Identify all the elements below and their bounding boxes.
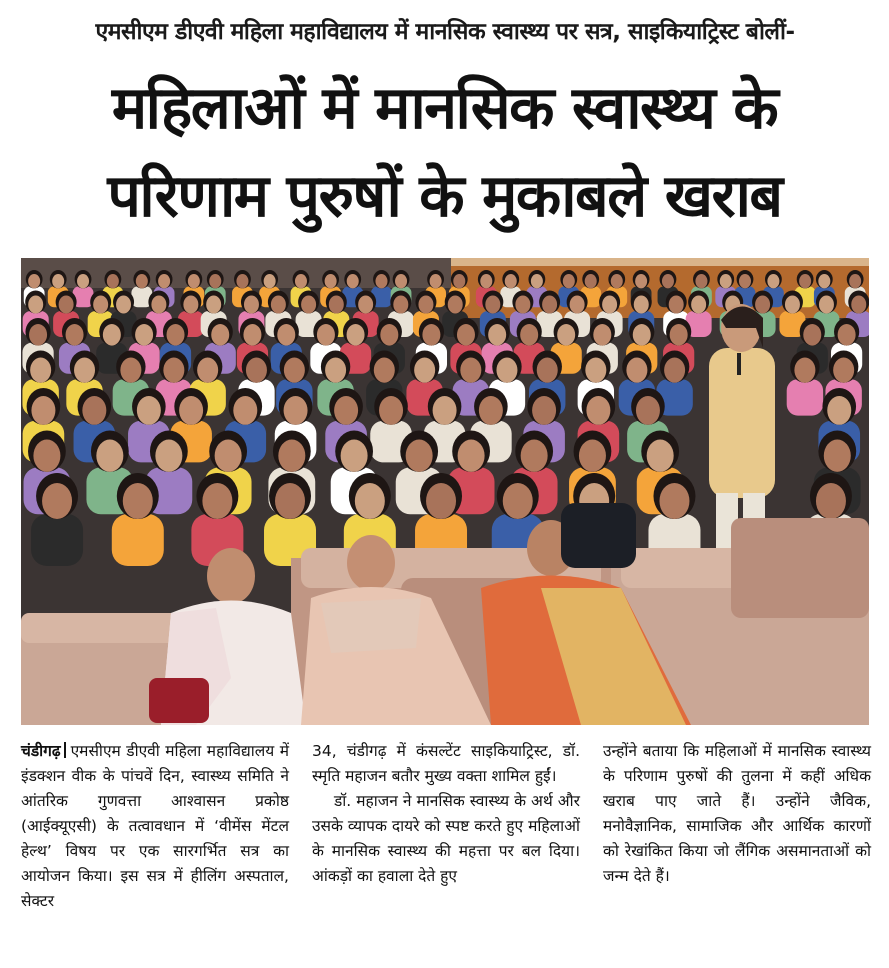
audience-member-face <box>243 324 261 346</box>
audience-member-face <box>188 274 200 288</box>
audience-member-face <box>662 274 674 288</box>
audience-member-face <box>695 274 707 288</box>
audience-member-face <box>355 483 385 519</box>
audience-member-face <box>347 324 365 346</box>
audience-member-face <box>179 396 203 425</box>
audience-member-face <box>52 274 64 288</box>
audience-member-face <box>120 358 141 383</box>
audience-member-face <box>626 358 647 383</box>
audience-member-face <box>137 396 161 425</box>
audience-member-face <box>167 324 185 346</box>
audience-member-face <box>334 396 358 425</box>
article-column-3 <box>603 739 871 961</box>
audience-member-face <box>542 296 557 314</box>
audience-member-face <box>277 324 295 346</box>
audience-member-face <box>209 274 221 288</box>
audience-member-face <box>453 274 465 288</box>
audience-member-face <box>585 274 597 288</box>
audience-member-face <box>458 440 485 472</box>
audience-member-face <box>433 396 457 425</box>
audience-member-face <box>557 324 575 346</box>
audience-member-face <box>325 358 346 383</box>
column-2-paragraph-1: 34, चंडीगढ़ में कंसल्टेंट साइकियाट्रिस्ट, डॉ. स्मृति महाजन बतौर मुख्य वक्ता शामिल हुईं। <box>312 742 580 785</box>
audience-member-face <box>634 296 649 314</box>
audience-member-face <box>505 274 517 288</box>
audience-member-face <box>418 296 433 314</box>
audience-member-face <box>66 324 84 346</box>
audience-member-face <box>183 296 198 314</box>
audience-member-face <box>211 324 229 346</box>
audience-member-face <box>329 296 344 314</box>
article-column-1 <box>21 739 289 961</box>
audience-member-face <box>93 296 108 314</box>
audience-member-face <box>480 274 492 288</box>
audience-member-face <box>82 396 106 425</box>
audience-member-face <box>406 440 433 472</box>
article-body <box>21 739 871 961</box>
news-photo <box>21 258 869 725</box>
audience-member-face <box>479 396 503 425</box>
audience-member-face <box>325 274 337 288</box>
audience-member-face <box>28 296 43 314</box>
column-3-text: उन्होंने बताया कि महिलाओं में मानसिक स्वास्थ्य के परिणाम पुरुषों की तुलना में कहीं अधिक खराब पाए जाते हैं। उन्होंने जैविक, मनोवैज्ञानिक, सामाजिक और आर्थिक कारणों को रेखांकित किया जो लैंगिक असमानताओं को जन्म देते हैं। <box>603 742 871 885</box>
audience-member-face <box>794 358 815 383</box>
audience-member-face <box>29 324 47 346</box>
audience-member-face <box>579 440 606 472</box>
audience-member-body <box>31 514 83 566</box>
audience-member-face <box>816 483 846 519</box>
audience-member-face <box>664 358 685 383</box>
audience-member-face <box>341 440 368 472</box>
audience-member-face <box>375 274 387 288</box>
audience-member-face <box>515 296 530 314</box>
article-column-2 <box>312 739 580 961</box>
audience-member-face <box>520 324 538 346</box>
audience-member-face <box>485 296 500 314</box>
audience-member-face <box>151 296 166 314</box>
audience-member-face <box>669 296 684 314</box>
audience-member-face <box>202 483 232 519</box>
audience-member-face <box>833 358 854 383</box>
audience-member-face <box>31 396 55 425</box>
audience-member-face <box>503 483 533 519</box>
audience-member-face <box>691 296 706 314</box>
audience-member-face <box>426 483 456 519</box>
audience-member-face <box>785 296 800 314</box>
audience-member-face <box>77 274 89 288</box>
audience-member-face <box>448 296 463 314</box>
audience-member-face <box>767 274 779 288</box>
audience-photo-illustration <box>21 258 869 725</box>
audience-member-face <box>215 440 242 472</box>
audience-member-face <box>264 274 276 288</box>
column-1-text: एमसीएम डीएवी महिला महाविद्यालय में इंडक्शन वीक के पांचवें दिन, स्वास्थ्य समिति ने आंतरिक गुणवत्ता आश्वासन प्रकोष्ठ (आईक्यूएसी) के तत्वावधान में ‘वीमेंस मेंटल हेल्थ’ विषय पर एक सारगर्भित सत्र का आयोजन किया। इस सत्र में हीलिंग अस्पताल, सेक्टर <box>21 742 289 910</box>
audience-member-face <box>393 296 408 314</box>
headline-line-2: परिणाम पुरुषों के मुकाबले खराब <box>107 161 782 230</box>
audience-member-face <box>236 274 248 288</box>
audience-member-face <box>379 396 403 425</box>
audience-member-face <box>563 274 575 288</box>
audience-member-face <box>197 358 218 383</box>
audience-member-face <box>271 296 286 314</box>
audience-member-face <box>136 274 148 288</box>
audience-member-body <box>112 514 164 566</box>
audience-member-face <box>206 296 221 314</box>
dateline: चंडीगढ़ <box>21 742 61 760</box>
audience-member-face <box>457 324 475 346</box>
audience-member-face <box>488 324 506 346</box>
audience-member-face <box>30 358 51 383</box>
audience-member-face <box>531 274 543 288</box>
audience-member-face <box>233 396 257 425</box>
audience-member-face <box>851 296 866 314</box>
audience-member-face <box>246 358 267 383</box>
audience-member-face <box>155 440 182 472</box>
audience-member-face <box>827 396 851 425</box>
audience-member-face <box>28 274 40 288</box>
audience-member-face <box>275 483 305 519</box>
audience-member-face <box>532 396 556 425</box>
audience-member-face <box>374 358 395 383</box>
audience-member-face <box>278 440 305 472</box>
audience-member-face <box>585 358 606 383</box>
audience-member-face <box>824 440 851 472</box>
audience-member-face <box>42 483 72 519</box>
dateline-separator <box>64 742 66 758</box>
audience-member-face <box>96 440 123 472</box>
audience-member-face <box>739 274 751 288</box>
audience-member-face <box>803 324 821 346</box>
audience-member-face <box>799 274 811 288</box>
audience-member-face <box>284 358 305 383</box>
audience-member-face <box>636 396 660 425</box>
kicker-subheadline: एमसीएम डीएवी महिला महाविद्यालय में मानसिक स्वास्थ्य पर सत्र, साइकियाट्रिस्ट बोलीं- <box>95 19 795 45</box>
audience-member-face <box>849 274 861 288</box>
audience-member-face <box>158 274 170 288</box>
audience-member-body <box>787 379 823 415</box>
headline-line-1: महिलाओं में मानसिक स्वास्थ्य के <box>111 73 778 142</box>
audience-member-face <box>818 274 830 288</box>
audience-member-face <box>611 274 623 288</box>
audience-member-face <box>460 358 481 383</box>
audience-member-face <box>123 483 153 519</box>
audience-member-face <box>635 274 647 288</box>
audience-member-face <box>244 296 259 314</box>
audience-member-face <box>586 396 610 425</box>
audience-member-face <box>103 324 121 346</box>
audience-member-face <box>521 440 548 472</box>
audience-member-face <box>647 440 674 472</box>
column-2-paragraph-2: डॉ. महाजन ने मानसिक स्वास्थ्य के अर्थ और उसके व्यापक दायरे को स्पष्ट करते हुए महिलाओं के मानसिक स्वास्थ्य की महत्ता पर बल दिया। आंकड़ों का हवाला देते हुए <box>312 792 580 885</box>
audience-member-face <box>395 274 407 288</box>
audience-member-face <box>496 358 517 383</box>
audience-member-face <box>537 358 558 383</box>
audience-member-face <box>301 296 316 314</box>
audience-member-face <box>570 296 585 314</box>
black-backpack <box>561 503 636 568</box>
audience-member-face <box>670 324 688 346</box>
audience-member-face <box>347 274 359 288</box>
audience-member-face <box>602 296 617 314</box>
audience-member-face <box>593 324 611 346</box>
audience-member-face <box>414 358 435 383</box>
audience-member-face <box>838 324 856 346</box>
audience-member-face <box>59 296 74 314</box>
audience-member-face <box>380 324 398 346</box>
audience-member-face <box>284 396 308 425</box>
audience-member-face <box>33 440 60 472</box>
audience-member-face <box>430 274 442 288</box>
audience-member-face <box>107 274 119 288</box>
audience-member-face <box>720 274 732 288</box>
audience-member-face <box>295 274 307 288</box>
audience-member-face <box>317 324 335 346</box>
audience-member-face <box>422 324 440 346</box>
audience-member-face <box>163 358 184 383</box>
audience-member-face <box>358 296 373 314</box>
audience-member-face <box>755 296 770 314</box>
audience-member-face <box>135 324 153 346</box>
audience-member-face <box>74 358 95 383</box>
audience-member-face <box>116 296 131 314</box>
audience-member-face <box>633 324 651 346</box>
audience-member-face <box>819 296 834 314</box>
audience-member-face <box>659 483 689 519</box>
